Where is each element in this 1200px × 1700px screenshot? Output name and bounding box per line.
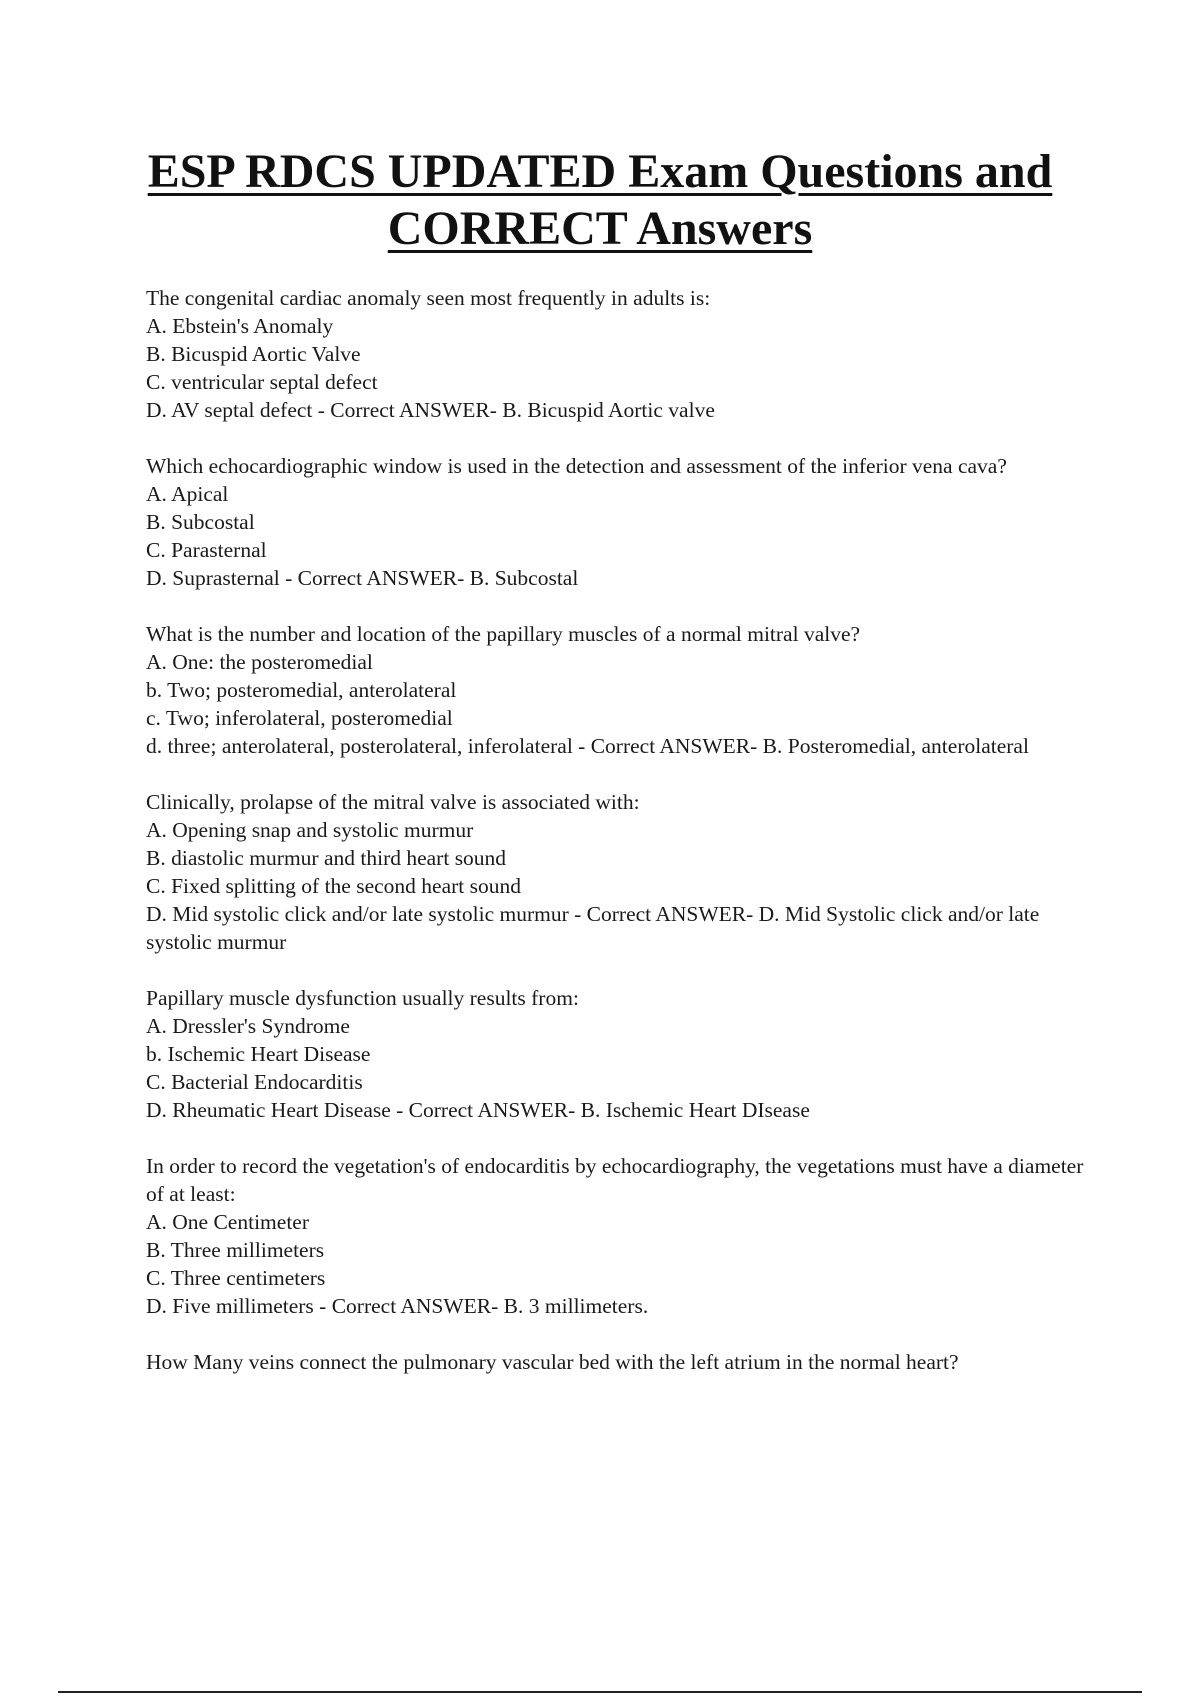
- question-text: Papillary muscle dysfunction usually results from:: [146, 986, 579, 1010]
- answer-option: A. Ebstein's Anomaly: [146, 314, 334, 338]
- question-text: How Many veins connect the pulmonary vascular bed with the left atrium in the normal heart?: [146, 1350, 959, 1374]
- question-text: In order to record the vegetation's of endocarditis by echocardiography, the vegetations must have a diameter of at least:: [146, 1154, 1084, 1206]
- question-block-6: [146, 1152, 1086, 1320]
- answer-option-with-correct-answer: D. AV septal defect - Correct ANSWER- B. Bicuspid Aortic valve: [146, 398, 715, 422]
- answer-option: C. ventricular septal defect: [146, 370, 378, 394]
- answer-option: B. Three millimeters: [146, 1238, 325, 1262]
- answer-option: C. Fixed splitting of the second heart sound: [146, 874, 522, 898]
- answer-option: A. One Centimeter: [146, 1210, 309, 1234]
- question-text: Clinically, prolapse of the mitral valve is associated with:: [146, 790, 640, 814]
- answer-option: A. Opening snap and systolic murmur: [146, 818, 474, 842]
- question-block-7: [146, 1348, 1086, 1376]
- question-block-1: [146, 284, 1086, 424]
- question-text: The congenital cardiac anomaly seen most frequently in adults is:: [146, 286, 711, 310]
- answer-option: C. Three centimeters: [146, 1266, 326, 1290]
- answer-option-with-correct-answer: D. Rheumatic Heart Disease - Correct ANSWER- B. Ischemic Heart DIsease: [146, 1098, 810, 1122]
- answer-option-with-correct-answer: d. three; anterolateral, posterolateral, inferolateral - Correct ANSWER- B. Posteromedial, anterolateral: [146, 734, 1029, 758]
- question-block-5: [146, 984, 1086, 1124]
- answer-option: c. Two; inferolateral, posteromedial: [146, 706, 453, 730]
- answer-option: B. Bicuspid Aortic Valve: [146, 342, 361, 366]
- footer-divider: [58, 1691, 1142, 1693]
- question-text: What is the number and location of the papillary muscles of a normal mitral valve?: [146, 622, 861, 646]
- answer-option: b. Two; posteromedial, anterolateral: [146, 678, 457, 702]
- title-line-2: CORRECT Answers: [387, 202, 813, 255]
- question-text: Which echocardiographic window is used in the detection and assessment of the inferior vena cava?: [146, 454, 1007, 478]
- answer-option-with-correct-answer: D. Mid systolic click and/or late systolic murmur - Correct ANSWER- D. Mid Systolic click and/or late systolic murmur: [146, 902, 1040, 954]
- answer-option-with-correct-answer: D. Suprasternal - Correct ANSWER- B. Subcostal: [146, 566, 579, 590]
- answer-option: A. One: the posteromedial: [146, 650, 373, 674]
- answer-option: b. Ischemic Heart Disease: [146, 1042, 371, 1066]
- title-line-1: ESP RDCS UPDATED Exam Questions and: [147, 145, 1053, 198]
- question-block-2: [146, 452, 1086, 592]
- question-list: [146, 284, 1086, 1404]
- answer-option: B. diastolic murmur and third heart sound: [146, 846, 507, 870]
- answer-option: B. Subcostal: [146, 510, 255, 534]
- question-block-3: [146, 620, 1086, 760]
- answer-option: C. Parasternal: [146, 538, 267, 562]
- answer-option: A. Apical: [146, 482, 229, 506]
- document-title: [100, 143, 1100, 257]
- answer-option: A. Dressler's Syndrome: [146, 1014, 350, 1038]
- answer-option: C. Bacterial Endocarditis: [146, 1070, 363, 1094]
- answer-option-with-correct-answer: D. Five millimeters - Correct ANSWER- B. 3 millimeters.: [146, 1294, 649, 1318]
- question-block-4: [146, 788, 1086, 956]
